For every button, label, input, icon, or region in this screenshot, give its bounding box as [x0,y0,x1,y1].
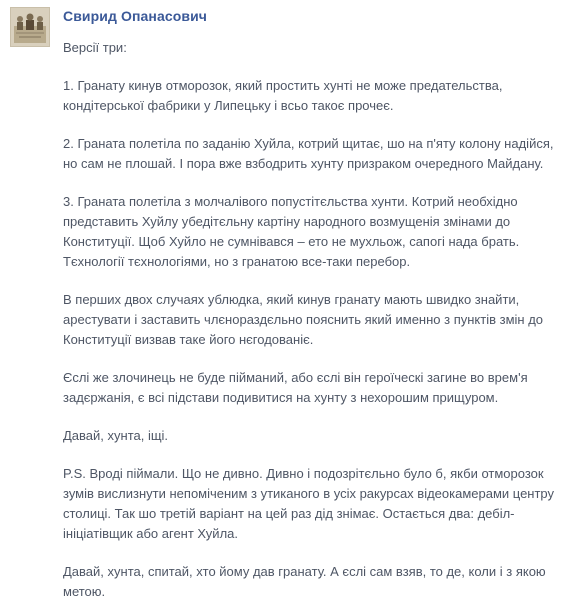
post-paragraph: В перших двох случаях ублюдка, який кинув гранату мають швидко знайти, арестувати і заставить члєнораздєльно пояснить який именно з пунктів змін до Конституції визвав таке його нєгодованіє. [63,292,544,347]
post-paragraph: 3. Граната полетіла з молчалівого попустітєльства хунти. Котрий необхідно представить Хуйлу убедітєльну картіну народного возмущенія змінами до Конституції. Щоб Хуйло не сумнівався – ето не мухльож, сапогі нада брать. Тєхнології тєхнологіями, но з гранатою все-таки перебор. [63,194,520,269]
post-body [63,38,568,600]
post-paragraph: Версії три: [63,40,127,55]
post-paragraph: 2. Граната полетіла по заданію Хуйла, котрий щитає, шо на п'яту колону надійся, но сам не плошай. І пора вже взбодрить хунту призраком очередного Майдану. [63,136,554,171]
post-paragraph: P.S. Вроді піймали. Що не дивно. Дивно і подозрітєльно було б, якби отморозок зумів вислизнути непоміченим з утиканого в усіх ракурсах відеокамерами центру столиці. Так шо третій варіант на цей раз дід знімає. Остається два: дебіл-ініціатівщик або агент Хуйла. [63,466,555,541]
post-paragraph: Давай, хунта, іщі. [63,428,169,443]
author-name-link[interactable]: Свирид Опанасович [63,8,208,24]
post-paragraph: Єслі же злочинець не буде пійманий, або єслі він героїческі загине во врем'я задєржанія, є всі підстави подивитися на хунту з нехорошим прищуром. [63,370,528,405]
post-paragraph: Давай, хунта, спитай, хто йому дав гранату. А єслі сам взяв, то де, коли і з якою метою. [63,564,546,599]
post-paragraph: 1. Гранату кинув отморозок, який простить хунті не може предательства, кондітерської фабрики у Липецьку і всьо такоє прочеє. [63,78,503,113]
user-avatar-icon[interactable] [10,7,50,47]
